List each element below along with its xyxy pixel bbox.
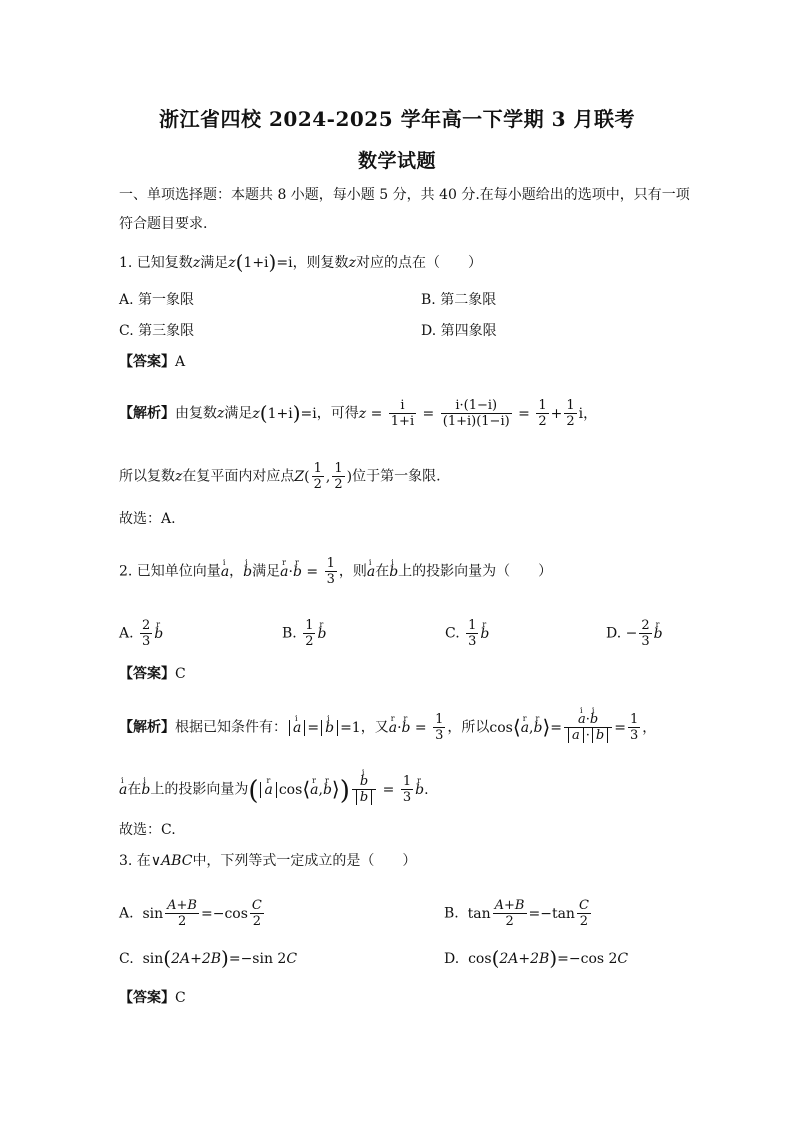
q1-explain-point: Z( $\frac{1}{2}$ , $\frac{1}{2}$ ): [294, 461, 353, 492]
q2-option-c: C. $\frac{1}{3}$ r b: [445, 618, 489, 649]
q2-explain-norms: i a =i b =1: [287, 720, 361, 736]
q2-stem-e: 在: [375, 563, 390, 580]
q2-explain-e: 上的投影向量为: [150, 781, 249, 798]
q2-stem-b: ，: [229, 563, 244, 580]
q2-answer-value: C: [175, 666, 186, 682]
q2-conclusion: 故选：C.: [119, 822, 176, 838]
q1-stem-text-d: 对应的点在（ ）: [355, 255, 482, 271]
q2-explain-vec-a: i a: [119, 781, 127, 799]
q1-explain-a: 由复数: [175, 405, 217, 422]
q2-explain-label: 【解析】: [119, 719, 175, 736]
q2-explain-d: 在: [127, 781, 142, 798]
q2-explanation-line2: [119, 774, 429, 805]
q3-stem-a: 3. 在: [119, 853, 151, 869]
q2-option-b: B. $\frac{1}{2}$ r b: [282, 618, 326, 649]
q2-option-d-label: D.: [606, 625, 622, 642]
q2-vec-b: i b: [243, 563, 252, 581]
q1-stem-text-c: ，则复数: [292, 255, 349, 271]
q2-vec-a2: i a: [367, 563, 375, 581]
q2-stem: [119, 556, 552, 587]
q3-answer-label: 【答案】: [119, 990, 175, 1006]
q2-stem-f: 上的投影向量为（ ）: [398, 563, 553, 580]
q3-answer: [119, 989, 186, 1007]
q2-vec-a: i a: [221, 563, 229, 581]
q2-explain-vec-b: i b: [141, 781, 150, 799]
q1-math-equation: z(1+i)=i: [228, 250, 293, 274]
q2-dot-condition: r a·r b = $\frac{1}{3}$: [280, 564, 339, 580]
q1-explain-z3: z: [175, 468, 183, 485]
q2-explain-dot: r a·r b = $\frac{1}{3}$: [389, 720, 448, 736]
document-subtitle: 数学试题: [357, 150, 436, 172]
q1-answer-value: A: [175, 354, 186, 370]
section-heading-line2: 符合题目要求.: [119, 216, 208, 232]
q1-math-z: z: [192, 255, 201, 271]
q3-option-c: C. sin(2A+2B)=−sin 2C: [119, 946, 298, 970]
q2-answer-label: 【答案】: [119, 666, 175, 682]
q1-stem-text-b: 满足: [200, 255, 229, 271]
q2-stem-d: ，则: [338, 563, 367, 580]
q1-explain-label: 【解析】: [119, 405, 175, 422]
q2-explain-b: ，又: [360, 719, 389, 736]
q3-option-b: B. tan $\frac{A+B}{2}$ =−tan $\frac{C}{2}$: [444, 898, 589, 929]
q3-option-d: D. cos(2A+2B)=−cos 2C: [444, 946, 629, 970]
q2-option-a: A. $\frac{2}{3}$ r b: [119, 618, 163, 649]
q3-option-c-label: C.: [119, 951, 134, 967]
q1-explain-c: ，可得: [316, 405, 359, 422]
q1-stem-text-a: 1. 已知复数: [119, 255, 193, 271]
q3-stem: [119, 852, 416, 870]
q1-explain-eq: z(1+i)=i: [252, 400, 317, 425]
q1-explain-d: 所以复数: [119, 468, 175, 485]
q1-stem: [119, 250, 482, 274]
q1-explain-e: 在复平面内对应点: [182, 468, 295, 485]
q1-answer: [119, 353, 185, 371]
q1-conclusion: 故选：A.: [119, 511, 176, 527]
q2-explain-c: ，所以: [447, 719, 490, 736]
q3-triangle: ∨ABC: [150, 853, 193, 869]
q3-option-a-label: A.: [119, 905, 134, 922]
q1-explanation: [119, 398, 597, 429]
q2-explanation: [119, 712, 656, 743]
q2-vec-b2: i b: [389, 563, 398, 581]
q2-explain-projection: (r a cos⟨r a,r b⟩) i $\frac{b}{b}$ = $\frac{1}{3}$ r b.: [248, 782, 428, 798]
q1-explanation-line2: [119, 461, 441, 492]
q2-stem-a: 2. 已知单位向量: [119, 563, 221, 580]
q3-option-b-label: B.: [444, 905, 459, 922]
q3-option-a: A. sin $\frac{A+B}{2}$ =−cos $\frac{C}{2}$: [119, 898, 262, 929]
q1-option-c: C. 第三象限: [119, 323, 195, 339]
q1-option-b: B. 第二象限: [421, 292, 497, 308]
q1-explain-b: 满足: [224, 405, 253, 422]
q2-option-d: D. − $\frac{2}{3}$ r b: [606, 618, 663, 649]
document-title: 浙江省四校 2024-2025 学年高一下学期 3 月联考: [159, 107, 635, 131]
q2-option-a-label: A.: [119, 625, 134, 642]
q1-option-d: D. 第四象限: [421, 323, 497, 339]
q1-explain-derivation: z = $\frac{i}{1+i}$ = $\frac{i\cdot(1-i)}{(1+i)(1-i)}$ = $\frac{1}{2}$ + $\frac{1}{2}$ i，: [358, 398, 598, 429]
section-heading-line1: 一、单项选择题：本题共 8 小题，每小题 5 分，共 40 分.在每小题给出的选项中，只有一项: [119, 187, 690, 203]
q3-stem-b: 中，下列等式一定成立的是（ ）: [192, 853, 417, 869]
q2-explain-cos: cos⟨r a,r b⟩= i $\frac{\text{a·i b}}{a \cdot b}$ = $\frac{1}{3}$ ，: [489, 720, 656, 736]
q1-answer-label: 【答案】: [119, 354, 175, 370]
q2-answer: [119, 665, 186, 683]
q2-explain-a: 根据已知条件有：: [175, 719, 287, 736]
q2-stem-c: 满足: [252, 563, 281, 580]
q3-option-d-label: D.: [444, 951, 460, 967]
q1-explain-f: 位于第一象限.: [352, 468, 441, 485]
q2-option-c-label: C.: [445, 625, 460, 642]
q2-option-b-label: B.: [282, 625, 297, 642]
q3-answer-value: C: [175, 990, 186, 1006]
q1-explain-z: z: [217, 405, 225, 422]
q1-math-z2: z: [348, 255, 356, 271]
q1-option-a: A. 第一象限: [119, 292, 195, 308]
